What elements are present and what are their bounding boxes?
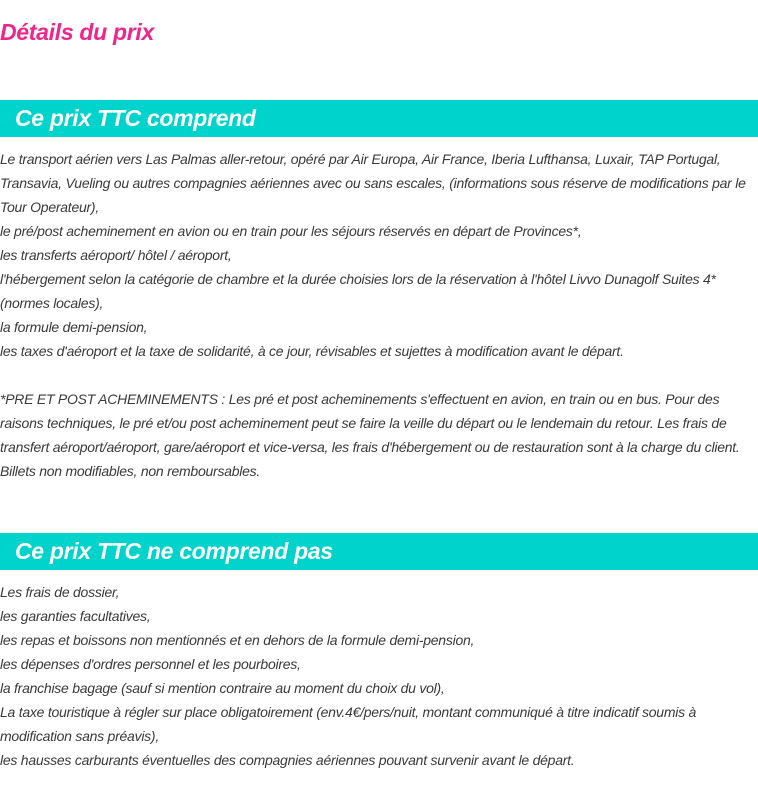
spacer (0, 363, 758, 387)
included-item: Le transport aérien vers Las Palmas aller-retour, opéré par Air Europa, Air France, Iberia Lufthansa, Luxair, TAP Portugal, Transavia, Vueling ou autres compagnies aériennes avec ou sans escales, (informations sous réserve de modifications par le Tour Operateur), (0, 151, 746, 215)
excluded-section-header: Ce prix TTC ne comprend pas (0, 533, 758, 570)
included-section-header: Ce prix TTC comprend (0, 100, 758, 137)
included-item: les transferts aéroport/ hôtel / aéroport, (0, 247, 232, 263)
excluded-item: les garanties facultatives, (0, 608, 151, 624)
excluded-item: les repas et boissons non mentionnés et en dehors de la formule demi-pension, (0, 632, 475, 648)
excluded-item: La taxe touristique à régler sur place obligatoirement (env.4€/pers/nuit, montant communiqué à titre indicatif soumis à modification sans préavis), (0, 704, 697, 744)
included-item: l'hébergement selon la catégorie de chambre et la durée choisies lors de la réservation à l'hôtel Livvo Dunagolf Suites 4* (normes locales), (0, 271, 716, 311)
excluded-section-body (0, 580, 758, 772)
acheminement-note: *PRE ET POST ACHEMINEMENTS : Les pré et post acheminements s'effectuent en avion, en train ou en bus. Pour des raisons techniques, le pré et/ou post acheminement peut se faire la veille du départ ou le lendemain du retour. Les frais de transfert aéroport/aéroport, gare/aéroport et vice-versa, les frais d'hébergement ou de restauration sont à la charge du client. Billets non modifiables, non remboursables. (0, 391, 740, 479)
included-item: les taxes d'aéroport et la taxe de solidarité, à ce jour, révisables et sujettes à modification avant le départ. (0, 343, 624, 359)
included-item: la formule demi-pension, (0, 319, 148, 335)
included-section-body (0, 147, 758, 483)
excluded-item: les dépenses d'ordres personnel et les pourboires, (0, 656, 301, 672)
excluded-item: les hausses carburants éventuelles des compagnies aériennes pouvant survenir avant le départ. (0, 752, 575, 768)
included-item: le pré/post acheminement en avion ou en train pour les séjours réservés en départ de Provinces*, (0, 223, 582, 239)
excluded-item: la franchise bagage (sauf si mention contraire au moment du choix du vol), (0, 680, 445, 696)
excluded-item: Les frais de dossier, (0, 584, 120, 600)
page-title: Détails du prix (0, 19, 154, 45)
